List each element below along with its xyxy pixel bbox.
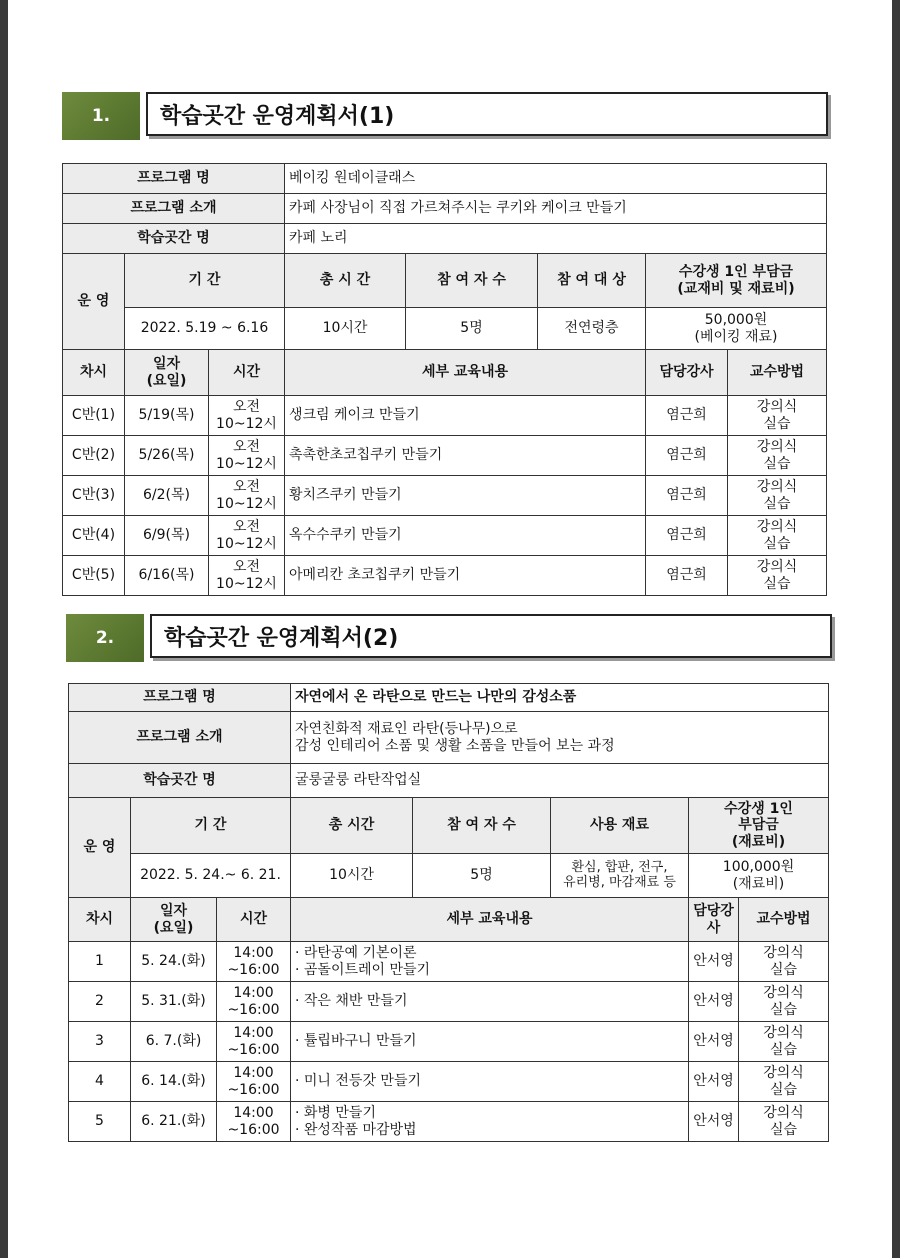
table-row: C반(1) 5/19(목) 오전 10~12시 생크림 케이크 만들기 염근희 강의식 실습 bbox=[63, 396, 827, 436]
section-2-number: 2. bbox=[66, 614, 144, 662]
col-content: 세부 교육내용 bbox=[291, 898, 689, 942]
program-name-label: 프로그램 명 bbox=[69, 684, 291, 712]
fee-label: 수강생 1인 부담금 (교재비 및 재료비) bbox=[646, 254, 827, 308]
section-1-header bbox=[62, 92, 828, 140]
col-method: 교수방법 bbox=[739, 898, 829, 942]
period-label: 기 간 bbox=[131, 798, 291, 854]
participants-label: 참 여 자 수 bbox=[406, 254, 538, 308]
col-method: 교수방법 bbox=[728, 350, 827, 396]
period-value: 2022. 5.19 ~ 6.16 bbox=[125, 308, 285, 350]
table-row: C반(2) 5/26(목) 오전 10~12시 촉촉한초코칩쿠키 만들기 염근희 강의식 실습 bbox=[63, 436, 827, 476]
materials-label: 사용 재료 bbox=[551, 798, 689, 854]
space-name: 굴룽굴룽 라탄작업실 bbox=[291, 764, 829, 798]
program-intro-label: 프로그램 소개 bbox=[69, 712, 291, 764]
space-label: 학습곳간 명 bbox=[63, 224, 285, 254]
space-name: 카페 노리 bbox=[285, 224, 827, 254]
col-time: 시간 bbox=[209, 350, 285, 396]
section-2-title: 학습곳간 운영계획서(2) bbox=[150, 614, 832, 658]
period-value: 2022. 5. 24.~ 6. 21. bbox=[131, 854, 291, 898]
table-row: 3 6. 7.(화) 14:00 ~16:00 · 튤립바구니 만들기 안서영 강의식 실습 bbox=[69, 1022, 829, 1062]
participants-value: 5명 bbox=[413, 854, 551, 898]
section-2-header bbox=[66, 614, 832, 662]
col-content: 세부 교육내용 bbox=[285, 350, 646, 396]
col-instructor: 담당강사 bbox=[646, 350, 728, 396]
program-name: 베이킹 원데이클래스 bbox=[285, 164, 827, 194]
col-time: 시간 bbox=[217, 898, 291, 942]
col-date: 일자 (요일) bbox=[125, 350, 209, 396]
fee-label: 수강생 1인 부담금 (재료비) bbox=[689, 798, 829, 854]
period-label: 기 간 bbox=[125, 254, 285, 308]
participants-value: 5명 bbox=[406, 308, 538, 350]
operation-label: 운 영 bbox=[63, 254, 125, 350]
materials-value: 환심, 합판, 전구, 유리병, 마감재료 등 bbox=[551, 854, 689, 898]
program-name-label: 프로그램 명 bbox=[63, 164, 285, 194]
fee-value: 50,000원 (베이킹 재료) bbox=[646, 308, 827, 350]
plan-table-2 bbox=[68, 683, 829, 1142]
col-date: 일자 (요일) bbox=[131, 898, 217, 942]
col-session: 차시 bbox=[63, 350, 125, 396]
target-label: 참 여 대 상 bbox=[538, 254, 646, 308]
table-row: C반(3) 6/2(목) 오전 10~12시 황치즈쿠키 만들기 염근희 강의식 실습 bbox=[63, 476, 827, 516]
plan-table-1 bbox=[62, 163, 827, 596]
total-hours-label: 총 시 간 bbox=[285, 254, 406, 308]
document-page bbox=[8, 0, 892, 1258]
section-1-number: 1. bbox=[62, 92, 140, 140]
program-intro: 카페 사장님이 직접 가르쳐주시는 쿠키와 케이크 만들기 bbox=[285, 194, 827, 224]
total-hours-value: 10시간 bbox=[291, 854, 413, 898]
col-session: 차시 bbox=[69, 898, 131, 942]
total-hours-value: 10시간 bbox=[285, 308, 406, 350]
table-row: C반(4) 6/9(목) 오전 10~12시 옥수수쿠키 만들기 염근희 강의식 실습 bbox=[63, 516, 827, 556]
total-hours-label: 총 시간 bbox=[291, 798, 413, 854]
program-intro: 자연친화적 재료인 라탄(등나무)으로 감성 인테리어 소품 및 생활 소품을 만들어 보는 과정 bbox=[291, 712, 829, 764]
table-row: 2 5. 31.(화) 14:00 ~16:00 · 작은 채반 만들기 안서영 강의식 실습 bbox=[69, 982, 829, 1022]
col-instructor: 담당강사 bbox=[689, 898, 739, 942]
operation-label: 운 영 bbox=[69, 798, 131, 898]
table-row: 1 5. 24.(화) 14:00 ~16:00 · 라탄공예 기본이론 · 곰돌이트레이 만들기 안서영 강의식 실습 bbox=[69, 942, 829, 982]
section-1-title: 학습곳간 운영계획서(1) bbox=[146, 92, 828, 136]
table-row: C반(5) 6/16(목) 오전 10~12시 아메리칸 초코칩쿠키 만들기 염근희 강의식 실습 bbox=[63, 556, 827, 596]
program-name: 자연에서 온 라탄으로 만드는 나만의 감성소품 bbox=[291, 684, 829, 712]
table-row: 4 6. 14.(화) 14:00 ~16:00 · 미니 전등갓 만들기 안서영 강의식 실습 bbox=[69, 1062, 829, 1102]
table-row: 5 6. 21.(화) 14:00 ~16:00 · 화병 만들기 · 완성작품 마감방법 안서영 강의식 실습 bbox=[69, 1102, 829, 1142]
target-value: 전연령층 bbox=[538, 308, 646, 350]
participants-label: 참 여 자 수 bbox=[413, 798, 551, 854]
program-intro-label: 프로그램 소개 bbox=[63, 194, 285, 224]
space-label: 학습곳간 명 bbox=[69, 764, 291, 798]
fee-value: 100,000원 (재료비) bbox=[689, 854, 829, 898]
